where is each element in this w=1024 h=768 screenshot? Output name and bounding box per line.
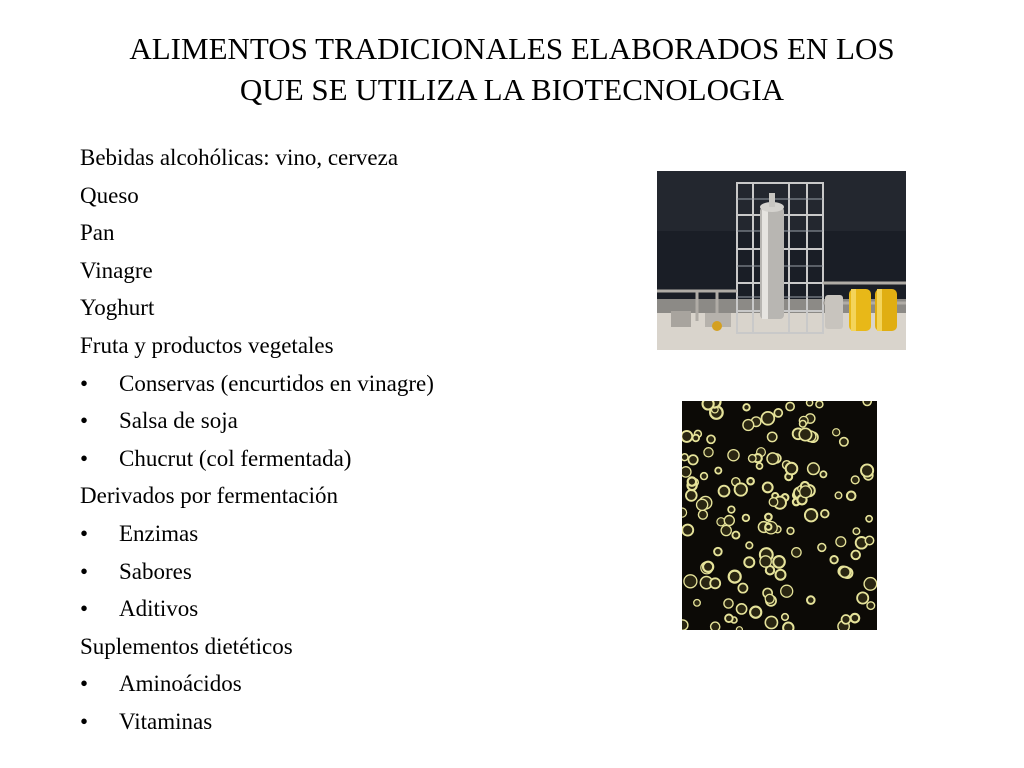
bullet-item: • Chucrut (col fermentada) (80, 440, 640, 478)
yeast-cell (749, 455, 757, 463)
yeast-cell (773, 556, 785, 568)
yeast-cell (760, 556, 771, 567)
yeast-cell (750, 607, 761, 618)
yeast-cell (861, 464, 873, 476)
yeast-cell (725, 615, 733, 623)
yeast-cell (682, 525, 693, 536)
micrograph-illustration (682, 401, 877, 630)
bullet-item: • Enzimas (80, 515, 640, 553)
list-item: Bebidas alcohólicas: vino, cerveza (80, 145, 399, 170)
yeast-cell (728, 506, 735, 513)
yeast-cell (765, 594, 774, 603)
yeast-cell (703, 401, 714, 410)
yeast-cell (774, 409, 782, 417)
bullet-dot: • (80, 708, 89, 734)
plant-illustration (657, 171, 906, 350)
bullet-dot: • (80, 558, 89, 584)
bullet-dot: • (80, 370, 89, 396)
yeast-cell (835, 492, 842, 499)
yeast-cell (851, 551, 860, 560)
yeast-cell (729, 571, 741, 583)
yeast-cell (799, 428, 811, 440)
yeast-cell (800, 486, 812, 498)
list-item: Pan (80, 220, 115, 246)
yeast-cell (682, 620, 688, 630)
yeast-cell (783, 623, 793, 631)
yeast-cell (686, 490, 697, 501)
yeast-cell (786, 402, 794, 410)
yeast-cell (840, 567, 851, 578)
bullet-dot: • (80, 520, 89, 546)
yeast-cell (768, 432, 777, 441)
yeast-cell (820, 471, 826, 477)
bullet-item: • Salsa de soja (80, 402, 640, 440)
bullet-dot: • (80, 671, 89, 697)
bullet-item: • Vitaminas (80, 703, 640, 741)
yeast-cell (738, 584, 747, 593)
yeast-cell (682, 467, 691, 477)
yeast-cell (735, 483, 747, 495)
yeast-cell (688, 455, 697, 464)
yeast-cell (707, 435, 715, 443)
yeast-cell (805, 509, 817, 521)
yeast-cell (743, 515, 750, 522)
list-item: Suplementos dietéticos (80, 633, 293, 659)
yeast-cell (694, 600, 701, 607)
list-item: Derivados por fermentación (80, 483, 339, 509)
yeast-cell (818, 544, 826, 552)
yeast-cell (744, 557, 754, 567)
bullet-dot: • (80, 445, 89, 471)
yeast-cell (765, 616, 777, 628)
yeast-cell (782, 614, 789, 621)
yeast-cell (808, 463, 820, 475)
yeast-cell (688, 477, 696, 485)
yeast-cell (697, 499, 708, 510)
bullet-dot: • (80, 408, 89, 434)
list-item: Fruta y productos vegetales (80, 332, 334, 358)
yeast-cell (765, 524, 771, 530)
yeast-cell (842, 615, 851, 624)
yeast-cell (757, 463, 763, 469)
yeast-cell (807, 596, 815, 604)
yeast-cell (840, 438, 848, 446)
yeast-cell (787, 528, 794, 535)
yeast-cell (781, 585, 793, 597)
title-line-2: QUE SE UTILIZA LA BIOTECNOLOGIA (239, 72, 785, 107)
yeast-cell (786, 463, 798, 475)
yeast-cell (857, 592, 868, 603)
yeast-cell (763, 483, 773, 493)
yeast-cell (743, 404, 749, 410)
yeast-cell (701, 473, 708, 480)
bullet-item: • Conservas (encurtidos en vinagre) (80, 365, 640, 403)
bullet-item: • Sabores (80, 553, 640, 591)
yeast-cell (847, 492, 856, 501)
title-line-1: ALIMENTOS TRADICIONALES ELABORADOS EN LOS (129, 31, 895, 66)
yeast-cell (684, 575, 697, 588)
yeast-cell (721, 525, 731, 535)
yeast-cell (807, 401, 813, 406)
yeast-cell (703, 562, 713, 572)
yeast-cell (732, 532, 739, 539)
bullet-item: • Aminoácidos (80, 665, 640, 703)
list-item: Vinagre (80, 257, 153, 283)
yeast-cell (836, 537, 846, 547)
yeast-cell (693, 435, 700, 442)
yeast-cell (800, 421, 807, 428)
yeast-cell (851, 476, 859, 484)
yeast-cell (866, 516, 872, 522)
yeast-cell (724, 516, 734, 526)
bullet-item: • Aditivos (80, 590, 640, 628)
yeast-cell (853, 528, 860, 535)
yeast-cell (743, 420, 754, 431)
yeast-cell (719, 486, 730, 497)
yeast-cell (851, 614, 860, 623)
list-item: Queso (80, 182, 139, 208)
fermentation-plant-photo (657, 171, 906, 350)
yeast-cell (762, 412, 775, 425)
yeast-cell (682, 508, 687, 517)
yeast-cells-micrograph (682, 401, 877, 630)
yeast-cell (821, 510, 829, 518)
yeast-cell (792, 548, 801, 557)
yeast-cell (867, 602, 875, 610)
yeast-cell (704, 448, 713, 457)
yeast-cell (682, 431, 692, 442)
bullet-dot: • (80, 596, 89, 622)
yeast-cell (776, 570, 786, 580)
yeast-cell (865, 536, 873, 544)
yeast-cell (737, 604, 747, 614)
yeast-cell (864, 578, 877, 591)
yeast-cell (830, 556, 837, 563)
list-item: Yoghurt (80, 295, 155, 321)
yeast-cell (715, 468, 721, 474)
yeast-cell (698, 510, 707, 519)
slide-title (40, 28, 984, 110)
yeast-cell (816, 401, 823, 408)
yeast-cell (769, 498, 778, 507)
yeast-cell (747, 478, 754, 485)
yeast-cell (863, 401, 871, 406)
yeast-cell (833, 429, 840, 436)
yeast-cell (714, 548, 722, 556)
content-list (80, 139, 640, 741)
yeast-cell (746, 542, 753, 549)
yeast-cell (767, 453, 778, 464)
yeast-cell (710, 578, 720, 588)
yeast-cell (736, 627, 742, 630)
yeast-cell (728, 450, 739, 461)
yeast-cell (711, 622, 720, 630)
yeast-cell (724, 599, 733, 608)
yeast-cell (682, 454, 688, 461)
yeast-cell (765, 514, 772, 521)
